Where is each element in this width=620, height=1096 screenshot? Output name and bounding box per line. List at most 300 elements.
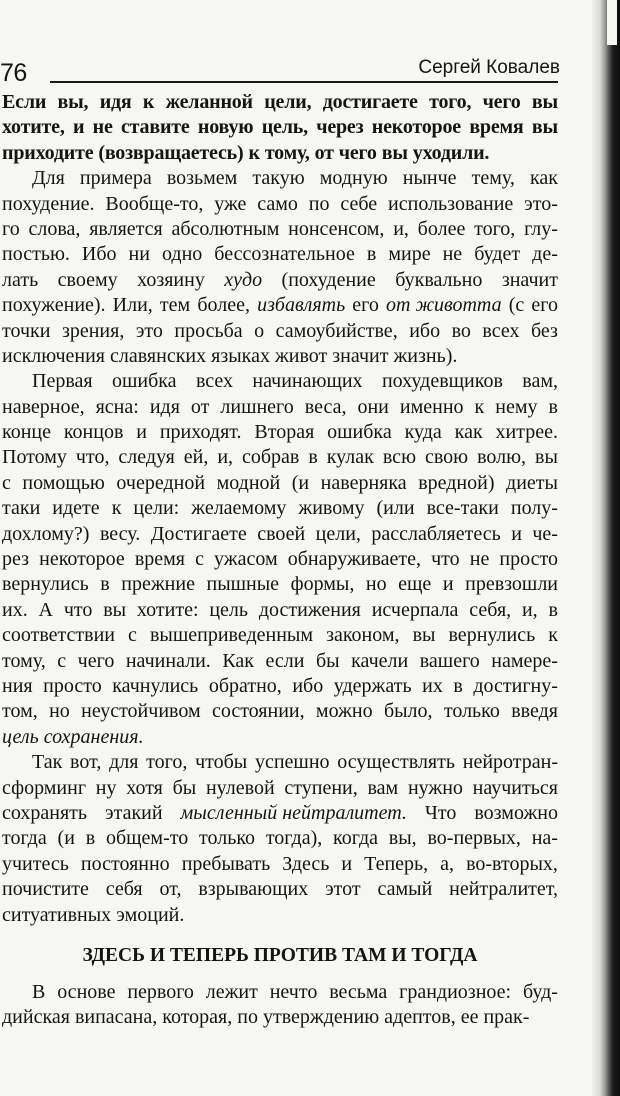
word: вы [531,116,558,139]
word: избавлять [257,294,346,317]
word: цель сохранения. [2,725,144,748]
word: желаемому [191,497,287,520]
text-line [2,547,558,572]
word: они [357,395,389,418]
word: го [2,217,20,240]
word: уходили. [412,141,490,164]
word: в [366,243,377,266]
word: просьба [174,319,243,342]
intro-paragraph [2,90,558,166]
word: Так [32,751,63,774]
word: цель, [261,116,308,139]
word: и, [521,598,538,621]
word: начинали. [125,649,211,672]
word: которая, [162,1006,233,1029]
word: достигну- [473,674,558,697]
word: только [443,700,500,723]
text-line [2,115,558,140]
word: первого [127,980,194,1003]
word: зрения, [61,319,125,342]
text-line [2,623,558,648]
word: в [308,446,318,469]
word: время [134,548,185,571]
text-line [2,980,558,1005]
word: тому, [264,141,310,164]
text-line [2,395,558,420]
word: превзошли [465,573,558,596]
text-line [2,445,558,470]
word: ясна: [95,395,139,418]
word: буд- [522,980,558,1003]
word: можно [315,700,373,723]
text-line [2,1005,558,1030]
text-line [2,471,558,496]
section-heading: ЗДЕСЬ И ТЕПЕРЬ ПРОТИВ ТАМ И ТОГДА [82,944,478,966]
word: в [548,395,558,418]
word: Или, [112,294,153,317]
word: ей, [183,446,209,469]
text-line [2,776,558,801]
word: вашего [419,649,480,672]
word: формы, [290,573,355,596]
word: випасана, [74,1006,158,1029]
word: новую [197,116,254,139]
word: одно [161,243,203,266]
word: что [63,598,93,621]
word: не [92,116,113,139]
text-line [2,649,558,674]
word: во-вторых, [466,852,558,875]
word: приходят. [159,421,242,444]
text-line [2,268,558,293]
word: Достигаете [150,522,247,545]
word: нейтралитет, [449,878,558,901]
word: по [308,192,330,215]
word: чего [77,649,115,672]
word: примера [79,167,152,190]
running-head-author: Сергей Ковалев [418,57,560,78]
word: уже [214,192,247,215]
word: более, [197,294,250,317]
word: начинающих [252,370,363,393]
word: хотя [126,776,163,799]
word: еще [398,573,432,596]
word: если [265,649,305,672]
page-number: 76 [0,59,27,87]
word: этакий [105,801,163,824]
word: вы [531,91,558,113]
word: полу- [510,497,558,520]
word: тогда [2,827,47,850]
word: концов [63,421,124,444]
word: точки [2,319,51,342]
word: волю, [477,446,527,469]
word: мысленный нейтралитет. [180,801,407,824]
word: и [442,573,454,596]
word: значит [332,344,389,367]
word: удержать [333,674,412,697]
word: модную [319,167,388,190]
word: нечто [269,980,318,1003]
word: бессознательное [214,243,355,266]
word: лать [2,268,39,291]
word: к [474,395,485,418]
word: и [72,116,85,139]
word: таки [2,497,41,520]
word: к [111,497,122,520]
text-line [2,420,558,445]
text-line [2,826,558,851]
paragraph [2,750,558,928]
word: следуя [118,446,175,469]
word: ну [95,776,117,799]
word: постью. [2,243,70,266]
word: того, [474,217,516,240]
word: весу. [99,522,141,545]
word: Ибо [81,243,117,266]
word: В [32,980,46,1003]
text-line [2,903,558,928]
word: от, [159,878,182,901]
word: ставите [121,116,190,139]
word: ибо [292,674,324,697]
word: че- [532,522,558,545]
word: ошибка [327,421,392,444]
word: но [365,573,387,596]
word: их [422,674,443,697]
word: что, [75,446,110,469]
word: себя [105,878,143,901]
word: свою [424,446,469,469]
text-line [2,674,558,699]
word: кулак [326,446,374,469]
word: грандиозное: [399,980,512,1003]
word: глу- [524,217,558,240]
word: вам, [522,370,558,393]
word: всех [482,319,520,342]
word: использование [388,192,514,215]
word: хитрее. [495,421,558,444]
word: с [57,649,67,672]
word: вот, [70,751,102,774]
word: своему [57,268,118,291]
word: цели, [264,91,312,113]
word: Потому [2,446,67,469]
binding-edge-notch [607,0,617,45]
word: помощью [22,471,105,494]
word: идя [149,395,180,418]
word: не [469,548,490,571]
word: само [257,192,298,215]
text-line [2,852,558,877]
word: ужасом [214,548,278,571]
word: вы, [388,827,417,850]
word: идете [52,497,100,520]
word: ее [460,1006,479,1029]
word: тему, [471,167,515,190]
word: лишнего [220,395,294,418]
word: введя [511,700,558,723]
word: сформинг [2,776,87,799]
word: желанной [165,91,253,113]
word: без [530,319,558,342]
word: (похудение [281,268,376,291]
word: успешно [254,751,330,774]
word: но [49,700,70,723]
word: было, [383,700,433,723]
word: вредной) [418,471,495,494]
word: цели: [133,497,180,520]
paragraph [2,980,558,1031]
word: качели [351,649,409,672]
word: вы [535,446,558,469]
word: своей [257,522,306,545]
word: его [352,294,379,317]
word: для [109,751,139,774]
word: с [128,624,137,647]
text-line [2,344,558,369]
word: жизнь). [393,344,458,367]
word: только [199,827,256,850]
word: всех [195,370,233,393]
word: того, [146,751,188,774]
word: значит [501,268,558,291]
word: это- [524,192,558,215]
word: Вообще-то, [105,192,204,215]
word: де- [532,243,558,266]
word: вы [381,141,408,164]
word: в [100,573,110,596]
word: исчерпала [371,598,459,621]
word: буквально [395,268,483,291]
word: чего [338,141,377,164]
word: обнаруживаете, [287,548,422,571]
word: собрав [241,446,300,469]
word: такую [252,167,305,190]
word: возможно [474,801,558,824]
word: именно [399,395,464,418]
word: ошибка [111,370,177,393]
word: хотите: [136,598,199,621]
word: сохранять [2,801,88,824]
word: нонсенсом, [288,217,385,240]
word: приходите [2,141,94,164]
word: дийская [2,1006,70,1029]
word: почистите [2,878,89,901]
word: Что [424,801,457,824]
word: модной [216,471,281,494]
word: законом, [326,624,400,647]
word: пребывать [181,852,271,875]
word: Здесь [282,852,330,875]
word: чтобы [195,751,248,774]
word: похудение. [2,192,95,215]
word: весьма [329,980,388,1003]
word: вернулись [448,624,536,647]
word: на- [531,827,558,850]
word: время [469,116,524,139]
word: вышеприведенным [149,624,314,647]
word: нулевой [205,776,275,799]
word: исключения [2,344,105,367]
word: в [85,827,96,850]
word: более [417,217,466,240]
word: и, [217,446,234,469]
word: расслабляетесь [371,522,501,545]
text-line [2,750,558,775]
word: Первая [32,370,93,393]
word: вы [103,598,127,621]
word: себе [340,192,378,215]
text-line [2,522,558,547]
word: тому, [2,649,46,672]
word: наверное, [2,395,85,418]
word: самоубийстве, [275,319,398,342]
text-line [2,572,558,597]
word: идя [99,91,132,113]
word: лежит [205,980,258,1003]
text-line [2,369,558,394]
word: является [89,217,163,240]
word: и [511,522,522,545]
word: этот [325,878,361,901]
text-line [2,217,558,242]
word: взрывающих [198,878,309,901]
word: дохлому?) [2,522,90,545]
word: состоянии, [211,700,305,723]
text-line [2,141,558,166]
word: Как [222,649,254,672]
word: цель [209,598,249,621]
word: тогда), [265,827,323,850]
word: о [254,319,265,342]
text-line [2,801,558,826]
word: веса, [304,395,347,418]
word: себя, [469,598,512,621]
word: основе [57,980,116,1003]
word: нынче [402,167,457,190]
word: от [314,141,334,164]
word: вернулись [2,573,89,596]
word: рез [2,548,30,571]
word: во [451,319,471,342]
word: очередной [116,471,206,494]
word: Если [2,91,47,113]
word: эмоций. [116,903,185,926]
word: хозяину [137,268,205,291]
word: общем-то [105,827,189,850]
text-line [2,699,558,724]
paragraph [2,369,558,750]
word: ни [128,243,150,266]
word: обратно, [208,674,282,697]
book-binding-edge [592,0,620,1096]
word: Теперь, [364,852,429,875]
word: самый [377,878,433,901]
word: мире [388,243,431,266]
word: живому [298,497,365,520]
header-rule [50,81,558,83]
word: всю [382,446,417,469]
word: это [135,319,163,342]
word: достигаете [322,91,418,113]
word: ния [2,674,33,697]
text-line [2,90,558,115]
word: постоянно [80,852,170,875]
word: и [136,421,147,444]
word: от животта [386,294,502,317]
word: вы [412,624,436,647]
text-line [2,598,558,623]
word: во-первых, [427,827,521,850]
word: куда [404,421,442,444]
word: качнулись [112,674,199,697]
word: прак- [483,1006,530,1029]
word: ступени, [284,776,358,799]
word: к [548,624,558,647]
word: цели, [315,522,361,545]
word: (возвращаетесь) [98,141,244,164]
word: хотите, [2,116,65,139]
text-line [2,192,558,217]
word: наверняка [320,471,407,494]
word: адептов, [384,1006,456,1029]
word: просто [499,548,558,571]
text-line [2,496,558,521]
word: нему [495,395,538,418]
word: и, [393,217,409,240]
word: нужно [407,776,463,799]
text-line [2,293,558,318]
word: том, [2,700,38,723]
word: возьмем [166,167,238,190]
word: тем [159,294,191,317]
word: языках [211,344,270,367]
word: того, [429,91,472,113]
word: через [316,116,364,139]
word: худо [224,268,263,291]
word: учитесь [2,852,69,875]
word: к [142,91,155,113]
word: как [454,421,483,444]
text-line [2,242,558,267]
word: и [341,852,353,875]
word: похужение). [2,294,106,317]
word: достижения [258,598,361,621]
word: неустойчивом [81,700,201,723]
word: а, [440,852,455,875]
word: конце [2,421,51,444]
word: А [38,598,53,621]
word: (и [291,471,310,494]
word: прежние [121,573,195,596]
word: с [195,548,204,571]
body-text [2,90,558,1031]
word: научиться [472,776,558,799]
word: от [190,395,210,418]
word: будет [474,243,521,266]
word: некоторое [371,116,461,139]
word: осуществлять [337,751,455,774]
word: диеты [506,471,558,494]
word: (с [508,294,525,317]
word: его [531,294,558,317]
word: утверждению [262,1006,380,1029]
word: по [237,1006,258,1029]
word: ситуативных [2,903,112,926]
word: все-таки [426,497,499,520]
word: бы [315,649,340,672]
